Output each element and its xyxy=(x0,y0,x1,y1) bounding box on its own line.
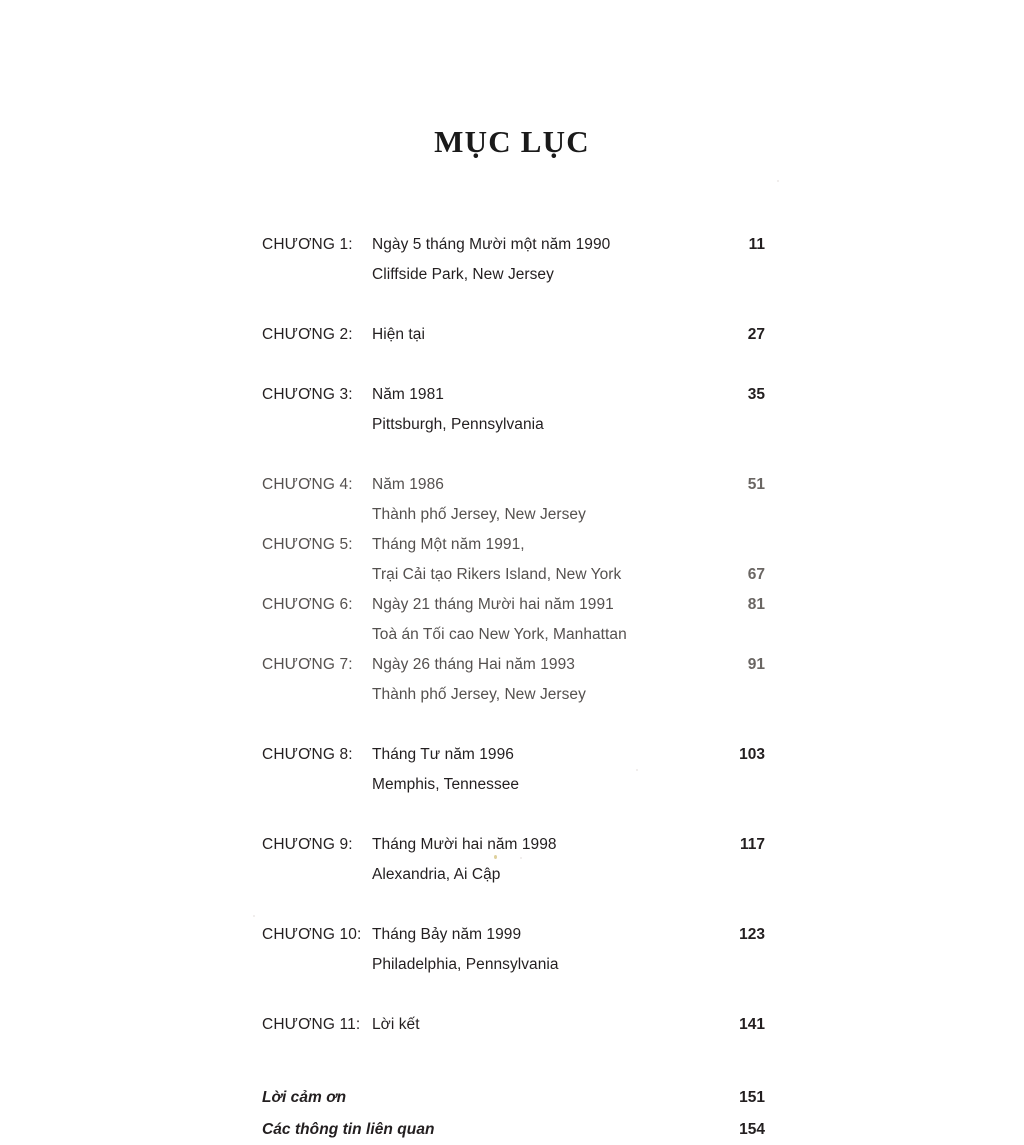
toc-entry[interactable] xyxy=(262,740,765,800)
toc-entry-title: Thành phố Jersey, New Jersey xyxy=(372,686,586,703)
toc-entry[interactable] xyxy=(262,590,765,650)
toc-entry-line xyxy=(262,530,765,560)
toc-entry-title: Memphis, Tennessee xyxy=(372,776,520,793)
toc-entry[interactable] xyxy=(262,320,765,350)
toc-entry-line xyxy=(262,650,765,680)
toc-back-matter-title: Các thông tin liên quan xyxy=(262,1121,435,1138)
toc-entry-title: Năm 1981 xyxy=(372,386,444,403)
toc-entry-title: Tháng Mười hai năm 1998 xyxy=(372,836,557,853)
toc-entry-title: Hiện tại xyxy=(372,326,425,343)
toc-entry-title: Trại Cải tạo Rikers Island, New York xyxy=(372,566,622,583)
toc-entry-line xyxy=(262,950,765,980)
toc-chapter-label: CHƯƠNG 8: xyxy=(262,746,353,763)
toc-entry-line xyxy=(262,1010,765,1040)
toc-entry-title: Tháng Bảy năm 1999 xyxy=(372,926,522,943)
toc-page-number: 141 xyxy=(739,1016,765,1033)
toc-entry-line xyxy=(262,830,765,860)
toc-entry-line xyxy=(262,320,765,350)
toc-page-number: 51 xyxy=(747,476,765,493)
toc-back-matter-entry[interactable] xyxy=(262,1083,765,1113)
scan-speckle xyxy=(253,915,255,917)
scan-speckle xyxy=(777,180,779,182)
toc-entry-line xyxy=(262,470,765,500)
toc-entry-line xyxy=(262,920,765,950)
toc-chapter-label: CHƯƠNG 10: xyxy=(262,926,362,943)
toc-page-number: 123 xyxy=(739,926,765,943)
toc-entry-line xyxy=(262,590,765,620)
toc-group-spacer xyxy=(262,980,765,1010)
toc-chapter-label: CHƯƠNG 1: xyxy=(262,236,353,253)
toc-entry[interactable] xyxy=(262,380,765,440)
toc-entry-line xyxy=(262,560,765,590)
toc-entry-title: Cliffside Park, New Jersey xyxy=(372,266,554,283)
back-matter-spacer xyxy=(262,1070,765,1083)
toc-entry-title: Ngày 5 tháng Mười một năm 1990 xyxy=(372,236,611,253)
toc-chapter-label: CHƯƠNG 5: xyxy=(262,536,353,553)
toc-entry-title: Ngày 26 tháng Hai năm 1993 xyxy=(372,656,575,673)
toc-entry-title: Ngày 21 tháng Mười hai năm 1991 xyxy=(372,596,614,613)
toc-group-spacer xyxy=(262,350,765,380)
toc-page-number: 35 xyxy=(747,386,765,403)
toc-chapter-label: CHƯƠNG 4: xyxy=(262,476,353,493)
toc-entry-title: Năm 1986 xyxy=(372,476,444,493)
toc-group-spacer xyxy=(262,290,765,320)
toc-group-spacer xyxy=(262,800,765,830)
toc-chapter-label: CHƯƠNG 7: xyxy=(262,656,353,673)
toc-entry[interactable] xyxy=(262,530,765,590)
toc-group-spacer xyxy=(262,440,765,470)
toc-entry-title: Tháng Tư năm 1996 xyxy=(372,746,514,763)
toc-entry-line xyxy=(262,410,765,440)
toc-chapter-label: CHƯƠNG 9: xyxy=(262,836,353,853)
toc-entry-title: Thành phố Jersey, New Jersey xyxy=(372,506,586,523)
toc-entry-line xyxy=(262,620,765,650)
toc-page-number: 67 xyxy=(747,566,765,583)
toc-page-number: 11 xyxy=(748,236,765,253)
toc-chapter-label: CHƯƠNG 6: xyxy=(262,596,353,613)
toc-group-spacer xyxy=(262,710,765,740)
toc-entry-line xyxy=(262,380,765,410)
toc-entry-title: Toà án Tối cao New York, Manhattan xyxy=(372,626,627,643)
toc-group-spacer xyxy=(262,1040,765,1070)
toc-page-number: 151 xyxy=(739,1089,765,1106)
toc-back-matter-title: Lời cảm ơn xyxy=(262,1089,347,1106)
toc-entry-line xyxy=(262,770,765,800)
toc-entry[interactable] xyxy=(262,650,765,710)
table-of-contents xyxy=(262,230,765,1145)
toc-entry-title: Pittsburgh, Pennsylvania xyxy=(372,416,544,433)
toc-entry-line xyxy=(262,740,765,770)
toc-entry[interactable] xyxy=(262,830,765,890)
toc-entry[interactable] xyxy=(262,1010,765,1040)
toc-entry[interactable] xyxy=(262,920,765,980)
toc-page-number: 154 xyxy=(739,1121,765,1138)
toc-page-number: 91 xyxy=(747,656,765,673)
toc-entry-line xyxy=(262,230,765,260)
toc-page-number: 27 xyxy=(747,326,765,343)
toc-entry-line xyxy=(262,260,765,290)
toc-page-number: 103 xyxy=(739,746,765,763)
toc-page-number: 81 xyxy=(747,596,765,613)
toc-entry[interactable] xyxy=(262,470,765,530)
toc-entry-line xyxy=(262,680,765,710)
toc-entry-title: Tháng Một năm 1991, xyxy=(372,536,525,553)
toc-entry-title: Philadelphia, Pennsylvania xyxy=(372,956,559,973)
toc-entry-title: Alexandria, Ai Cập xyxy=(372,866,501,883)
toc-chapter-label: CHƯƠNG 3: xyxy=(262,386,353,403)
toc-group-spacer xyxy=(262,890,765,920)
toc-page-number: 117 xyxy=(739,836,765,853)
toc-chapter-label: CHƯƠNG 11: xyxy=(262,1016,361,1033)
toc-chapter-label: CHƯƠNG 2: xyxy=(262,326,353,343)
page-title: MỤC LỤC xyxy=(434,124,590,159)
toc-entry-title: Lời kết xyxy=(372,1016,420,1033)
toc-entry[interactable] xyxy=(262,230,765,290)
toc-back-matter-entry[interactable] xyxy=(262,1115,765,1145)
toc-entry-line xyxy=(262,860,765,890)
toc-entry-line xyxy=(262,500,765,530)
